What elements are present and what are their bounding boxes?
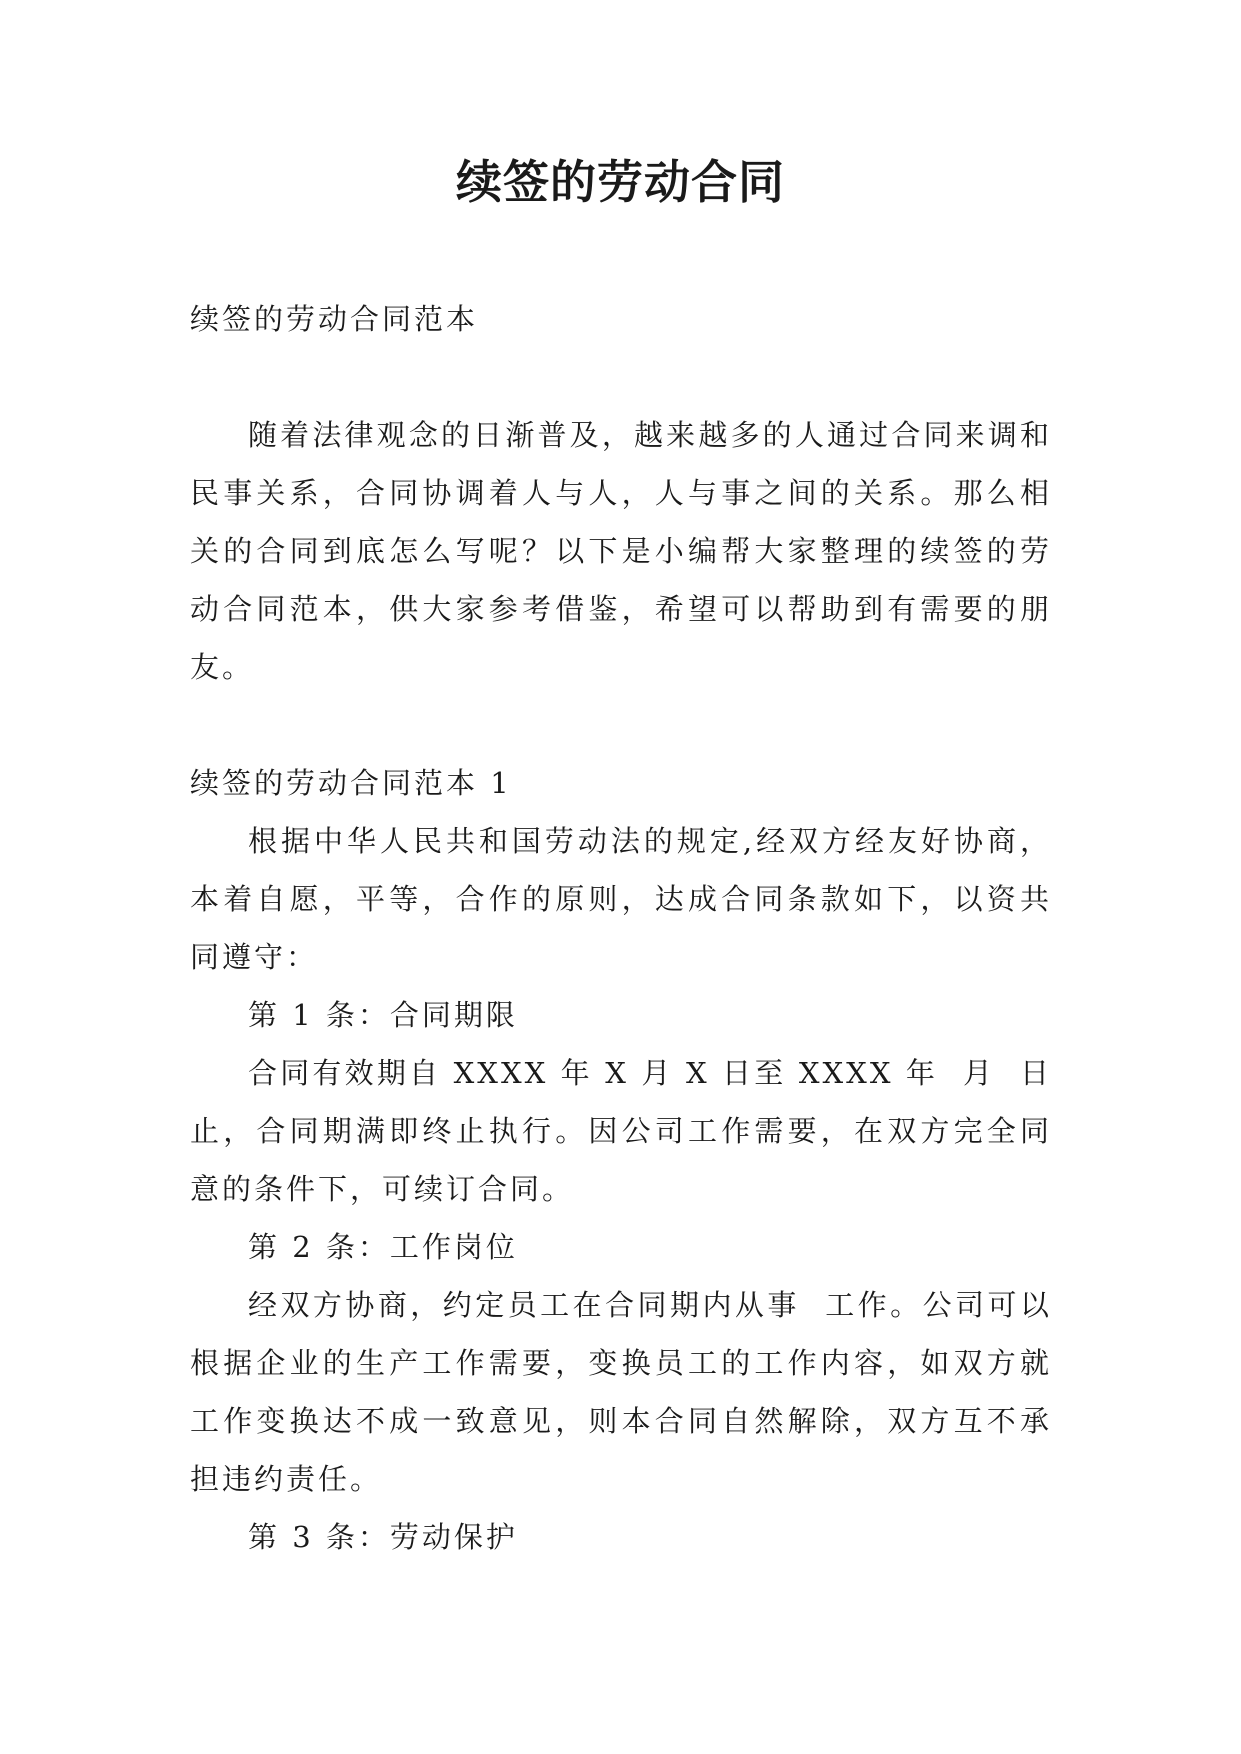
article-1-heading: 第 1 条：合同期限 (248, 998, 518, 1032)
document-subtitle: 续签的劳动合同范本 (190, 302, 479, 336)
preamble-paragraph: 根据中华人民共和国劳动法的规定,经双方经友好协商，本着自愿，平等，合作的原则，达成合同条款如下，以资共同遵守： (190, 824, 1052, 974)
section-heading: 续签的劳动合同范本 1 (190, 766, 512, 800)
intro-paragraph: 随着法律观念的日渐普及，越来越多的人通过合同来调和民事关系，合同协调着人与人，人与事之间的关系。那么相关的合同到底怎么写呢？以下是小编帮大家整理的续签的劳动合同范本，供大家参考借鉴，希望可以帮助到有需要的朋友。 (190, 418, 1052, 684)
article-2-heading: 第 2 条：工作岗位 (248, 1230, 518, 1264)
document-title: 续签的劳动合同 (456, 155, 785, 209)
article-1-body: 合同有效期自 XXXX 年 X 月 X 日至 XXXX 年 月 日止，合同期满即终止执行。因公司工作需要，在双方完全同意的条件下，可续订合同。 (190, 1056, 1052, 1206)
article-2-body: 经双方协商，约定员工在合同期内从事 工作。公司可以根据企业的生产工作需要，变换员工的工作内容，如双方就工作变换达不成一致意见，则本合同自然解除，双方互不承担违约责任。 (190, 1288, 1052, 1496)
article-3-heading: 第 3 条：劳动保护 (248, 1520, 518, 1554)
document-body (190, 290, 1052, 1566)
